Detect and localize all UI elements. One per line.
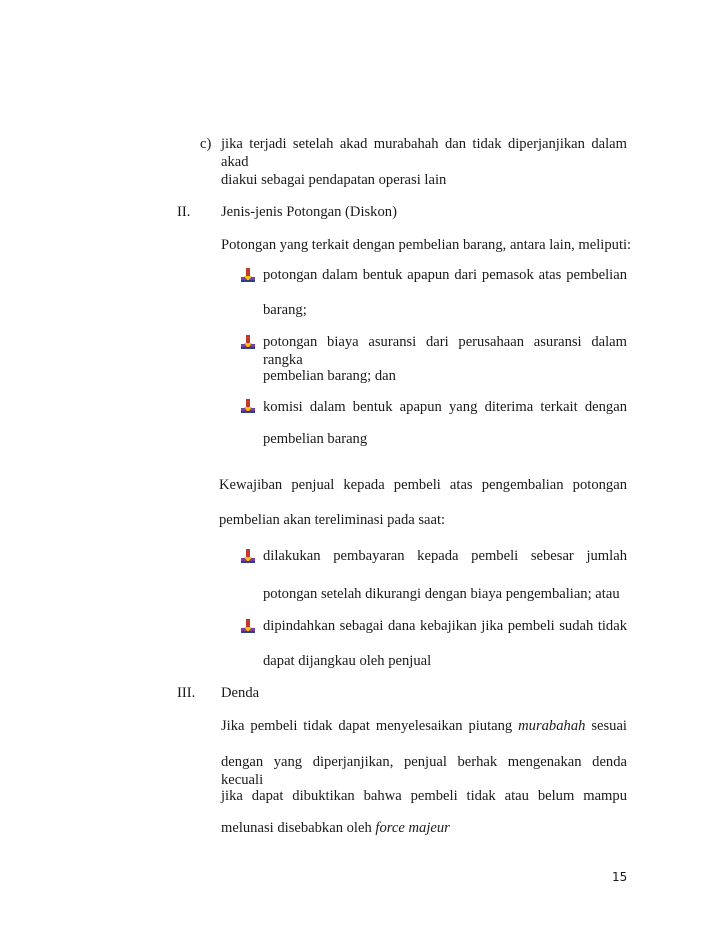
bullet-2-line-1: potongan biaya asuransi dari perusahaan asuransi dalam rangka [263, 334, 627, 368]
bullet-1-line-1: potongan dalam bentuk apapun dari pemasok atas pembelian [263, 267, 627, 283]
denda-line-4-emphasis: force majeur [375, 820, 450, 836]
bullet-3-line-2: pembelian barang [263, 431, 368, 447]
obligation-line-2: pembelian akan tereliminasi pada saat: [219, 512, 446, 528]
section-3-numeral: III. [177, 685, 196, 701]
bullet-marker-icon [241, 619, 255, 633]
bullet-marker-icon [241, 399, 255, 413]
item-c-line-1: jika terjadi setelah akad murabahah dan tidak diperjanjikan dalam akad [221, 136, 627, 170]
section-2-heading: Jenis-jenis Potongan (Diskon) [221, 204, 397, 220]
bullet-5-line-2: dapat dijangkau oleh penjual [263, 653, 432, 669]
bullet-5-line-1: dipindahkan sebagai dana kebajikan jika pembeli sudah tidak [263, 618, 627, 634]
denda-line-1-emphasis: murabahah [518, 718, 586, 734]
bullet-4-line-2: potongan setelah dikurangi dengan biaya pengembalian; atau [263, 586, 620, 602]
bullet-4-line-1: dilakukan pembayaran kepada pembeli sebesar jumlah [263, 548, 627, 564]
section-3-heading: Denda [221, 685, 260, 701]
item-c-marker: c) [200, 136, 212, 152]
bullet-marker-icon [241, 549, 255, 563]
obligation-line-1: Kewajiban penjual kepada pembeli atas pengembalian potongan [219, 477, 627, 493]
denda-line-1-text-b: sesuai [591, 718, 627, 734]
bullet-3-line-1: komisi dalam bentuk apapun yang diterima terkait dengan [263, 399, 627, 415]
bullet-marker-icon [241, 268, 255, 282]
denda-line-1-text-a: Jika pembeli tidak dapat menyelesaikan piutang [221, 718, 513, 734]
denda-paragraph-line-1 [221, 717, 627, 735]
section-2-numeral: II. [177, 204, 191, 220]
section-2-intro: Potongan yang terkait dengan pembelian barang, antara lain, meliputi: [221, 237, 632, 253]
denda-paragraph-line-4 [221, 819, 450, 837]
denda-line-4-text: melunasi disebabkan oleh [221, 820, 372, 836]
item-c-line-2: diakui sebagai pendapatan operasi lain [221, 172, 447, 188]
bullet-1-line-2: barang; [263, 302, 307, 318]
bullet-marker-icon [241, 335, 255, 349]
denda-paragraph-line-3: jika dapat dibuktikan bahwa pembeli tidak atau belum mampu [221, 788, 627, 804]
denda-paragraph-line-2: dengan yang diperjanjikan, penjual berhak mengenakan denda kecuali [221, 754, 627, 788]
bullet-2-line-2: pembelian barang; dan [263, 368, 396, 384]
page-number: 15 [612, 870, 628, 884]
